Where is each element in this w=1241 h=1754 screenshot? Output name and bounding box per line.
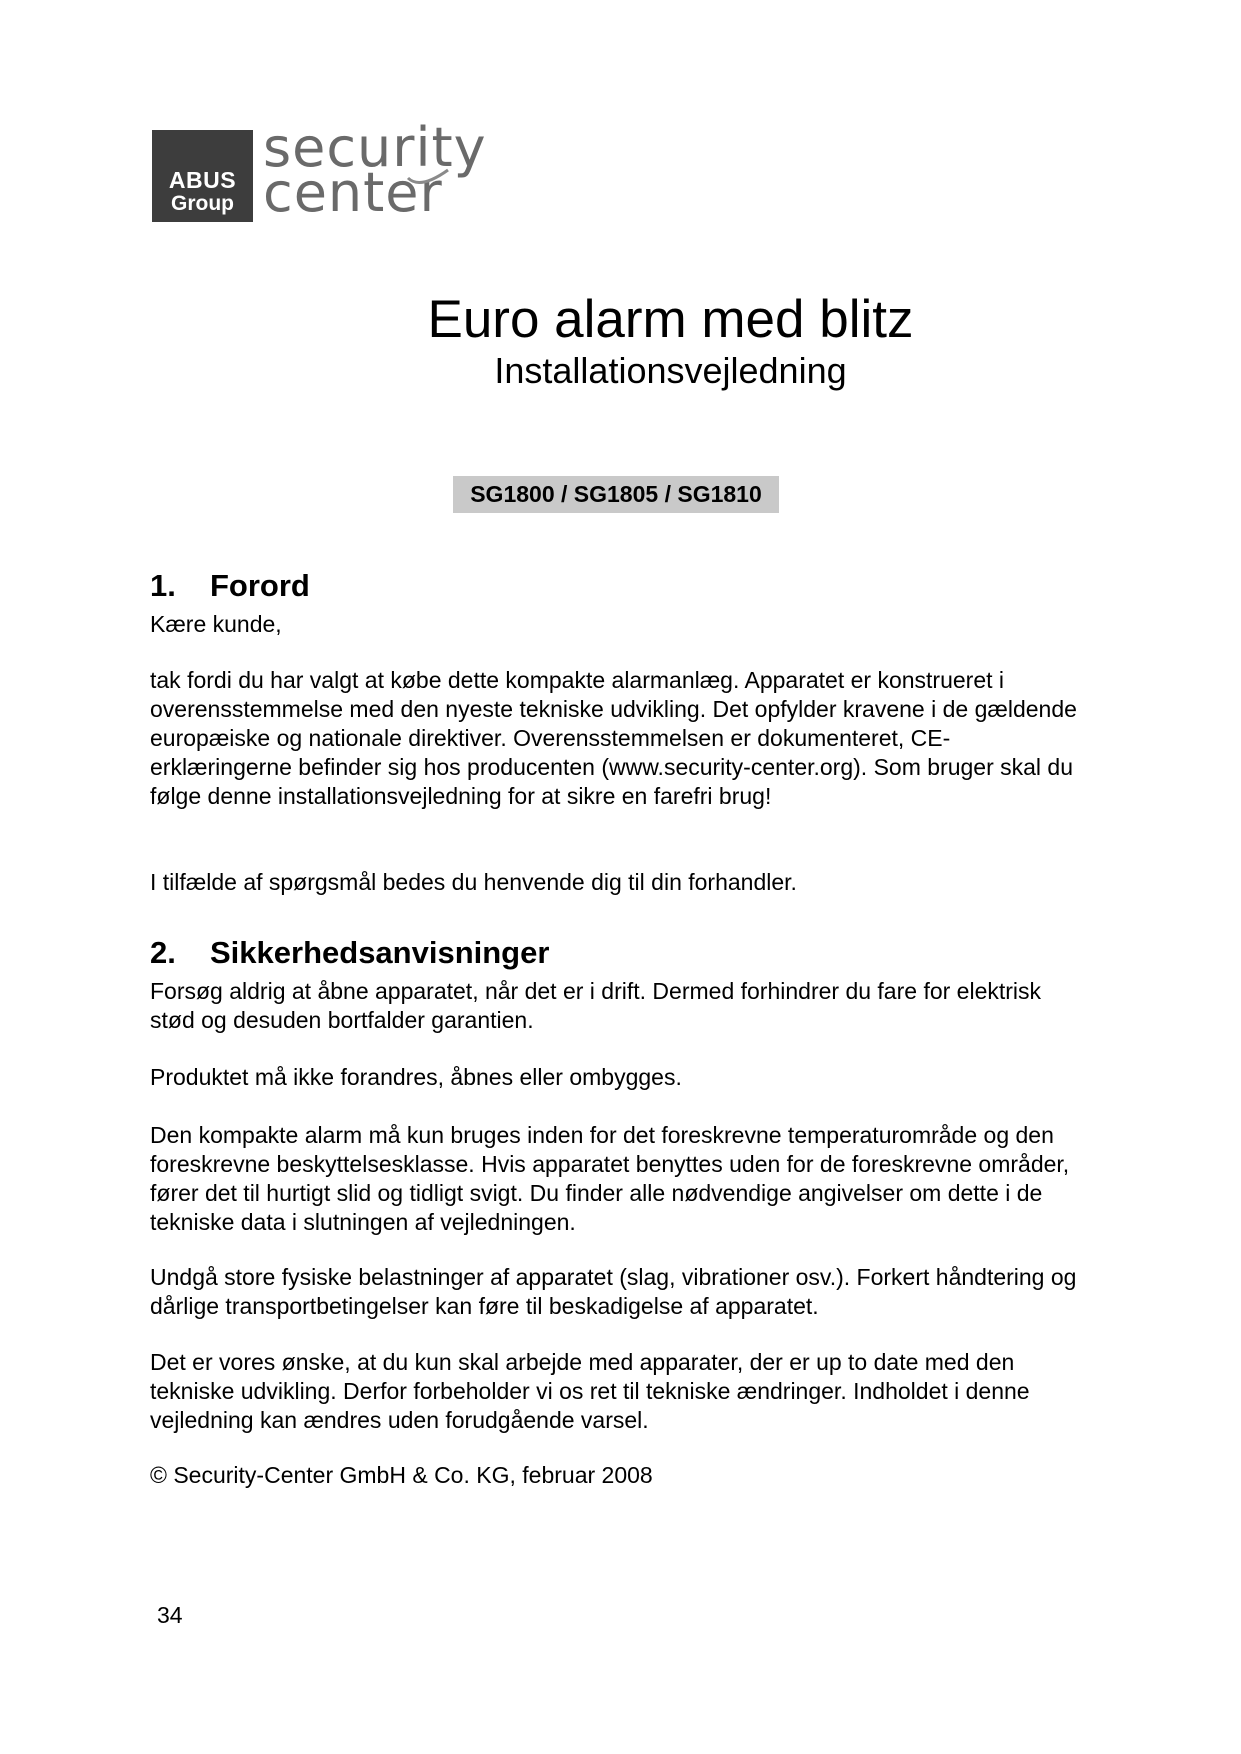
safety-paragraph-2: Produktet må ikke forandres, åbnes eller ombygges. <box>150 1064 682 1090</box>
safety-paragraph-5: Det er vores ønske, at du kun skal arbejde med apparater, der er up to date med den tekniske udvikling. Derfor forbeholder vi os ret til tekniske ændringer. Indholdet i denne vejledning kan ændres uden forudgående varsel. <box>150 1349 1030 1433</box>
forord-paragraph-2: I tilfælde af spørgsmål bedes du henvende dig til din forhandler. <box>150 869 797 895</box>
section-1-number: 1. <box>150 568 176 603</box>
document-title: Euro alarm med blitz <box>427 290 914 349</box>
section-1-title: Forord <box>210 568 310 603</box>
page-number: 34 <box>157 1602 183 1628</box>
greeting: Kære kunde, <box>150 611 282 637</box>
safety-paragraph-1: Forsøg aldrig at åbne apparatet, når det er i drift. Dermed forhindrer du fare for elektrisk stød og desuden bortfalder garantien. <box>150 978 1042 1033</box>
forord-paragraph-1: tak fordi du har valgt at købe dette kompakte alarmanlæg. Apparatet er konstrueret i overensstemmelse med den nyeste tekniske udvikling. Det opfylder kravene i de gældende europæiske og nationale direktiver. Overensstemmelsen er dokumenteret, CE-erklæringerne befinder sig hos producenten (www.security-center.org). Som bruger skal du følge denne installationsvejledning for at sikre en farefri brug! <box>150 667 1077 809</box>
model-numbers-badge: SG1800 / SG1805 / SG1810 <box>453 476 779 513</box>
section-2-title: Sikkerhedsanvisninger <box>210 935 550 970</box>
section-2-number: 2. <box>150 935 176 970</box>
safety-paragraph-3: Den kompakte alarm må kun bruges inden for det foreskrevne temperaturområde og den foreskrevne beskyttelsesklasse. Hvis apparatet benyttes uden for de foreskrevne områder, fører det til hurtigt slid og tidligt svigt. Du finder alle nødvendige angivelser om dette i de tekniske data i slutningen af vejledningen. <box>150 1122 1070 1235</box>
section-2-heading <box>150 935 549 971</box>
logo-security-text: security <box>263 116 487 179</box>
safety-paragraph-4: Undgå store fysiske belastninger af apparatet (slag, vibrationer osv.). Forkert håndtering og dårlige transportbetingelser kan føre til beskadigelse af apparatet. <box>150 1264 1077 1319</box>
abus-security-center-logo <box>152 116 492 227</box>
logo-swoosh-icon <box>152 127 492 227</box>
copyright-notice: © Security-Center GmbH & Co. KG, februar 2008 <box>150 1462 653 1488</box>
logo-abus-text: ABUS <box>168 167 237 193</box>
section-1-heading <box>150 568 310 604</box>
document-subtitle: Installationsvejledning <box>494 350 847 391</box>
logo-group-text: Group <box>171 192 234 215</box>
logo-center-text: center <box>263 161 443 224</box>
